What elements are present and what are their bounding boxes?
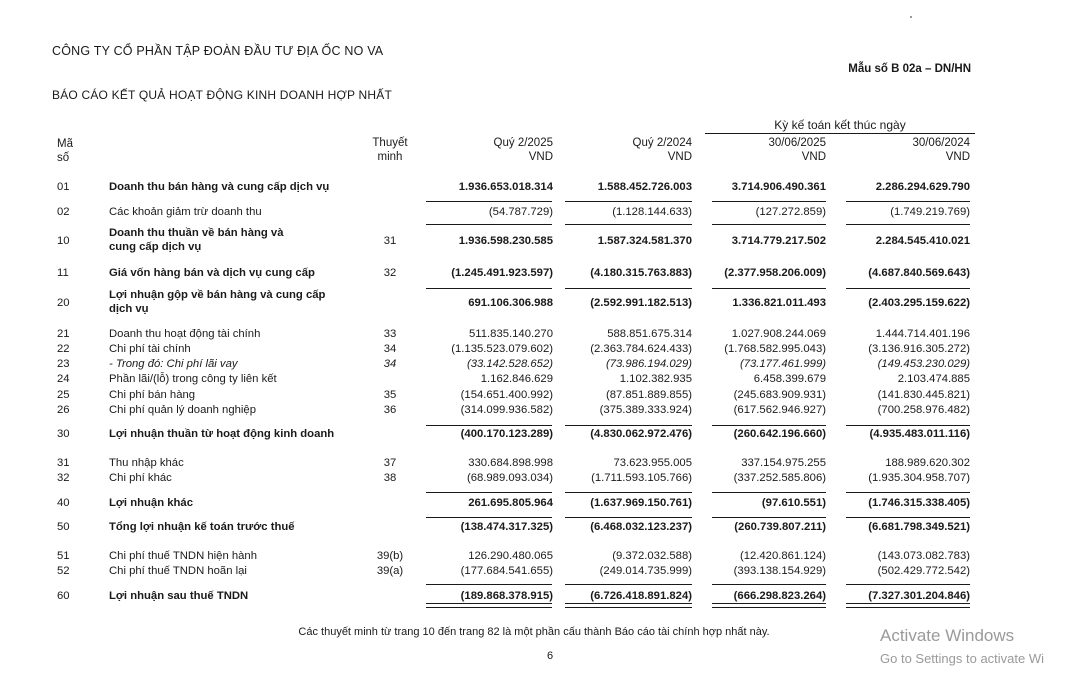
header-q2-2024-label: Quý 2/2024 [632, 137, 692, 149]
rule-r52-c4 [846, 584, 970, 585]
rule-r26-c3 [712, 425, 826, 426]
row-label [109, 456, 364, 470]
row-label-line: Doanh thu bán hàng và cung cấp dịch vụ [109, 181, 330, 193]
row-code: 25 [57, 389, 70, 401]
rule-r02-c1 [426, 201, 552, 202]
row-label [109, 205, 364, 219]
row-value-c1: (154.651.400.992) [460, 389, 553, 401]
row-note: 35 [383, 389, 397, 401]
rule-r32-c2 [565, 492, 692, 493]
double-rule-r60-c2 [565, 603, 692, 608]
row-value-c2: (1.711.593.105.766) [591, 472, 692, 484]
row-value-c1: 511.835.140.270 [469, 328, 553, 340]
row-label-line: Thu nhập khác [109, 457, 184, 469]
row-value-c3: (2.377.958.206.009) [724, 267, 826, 279]
header-ytd-2024 [820, 136, 970, 164]
row-label-line: Lợi nhuận gộp về bán hàng và cung cấp [109, 289, 326, 301]
period-group-rule [705, 133, 975, 134]
header-q2-2025-label: Quý 2/2025 [493, 137, 553, 149]
row-code: 21 [57, 328, 70, 340]
row-value-c2: 588.851.675.314 [607, 328, 692, 340]
row-label-line: Các khoản giảm trừ doanh thu [109, 206, 262, 218]
row-label-line: Chi phí khác [109, 472, 172, 484]
row-label [109, 388, 364, 402]
header-q2-2024-unit: VND [667, 151, 692, 163]
row-label [109, 357, 364, 371]
row-value-c3: (337.252.585.806) [733, 472, 826, 484]
row-value-c4: 2.286.294.629.790 [875, 181, 970, 193]
row-value-c1: (314.099.936.582) [460, 404, 553, 416]
row-label-line: Lợi nhuận thuần từ hoạt động kinh doanh [109, 428, 335, 440]
period-group-header: Kỳ kế toán kết thúc ngày [774, 118, 906, 132]
row-value-c2: (6.468.032.123.237) [590, 521, 692, 533]
rule-r02-c2 [565, 201, 692, 202]
row-value-c1: (138.474.317.325) [460, 521, 553, 533]
row-label-line: Giá vốn hàng bán và dịch vụ cung cấp [109, 267, 315, 279]
row-value-c3: 3.714.906.490.361 [731, 181, 826, 193]
row-code: 22 [57, 343, 70, 355]
row-code: 52 [57, 565, 70, 577]
row-value-c1: 691.106.306.988 [468, 297, 553, 309]
row-code: 50 [57, 521, 70, 533]
header-q2-2024 [542, 136, 692, 164]
row-code: 24 [57, 373, 70, 385]
row-code: 10 [57, 235, 70, 247]
row-note: 38 [383, 472, 397, 484]
row-label-line: Chi phí quản lý doanh nghiệp [109, 404, 256, 416]
page-number: 6 [546, 650, 554, 662]
header-code-line1: Mã [57, 138, 73, 150]
header-q2-2025 [403, 136, 553, 164]
header-ytd-2025-unit: VND [801, 151, 826, 163]
footnote: Các thuyết minh từ trang 10 đến trang 82 là một phần cấu thành Báo cáo tài chính hợp nhất này. [298, 626, 770, 638]
row-value-c1: 1.162.846.629 [480, 373, 553, 385]
row-value-c3: (666.298.823.264) [733, 590, 826, 602]
row-value-c3: 337.154.975.255 [741, 457, 826, 469]
row-value-c3: (97.610.551) [761, 497, 826, 509]
row-value-c4: (502.429.772.542) [877, 565, 970, 577]
row-code: 20 [57, 297, 70, 309]
header-ytd-2025 [676, 136, 826, 164]
rule-r52-c3 [712, 584, 826, 585]
row-value-c4: (1.749.219.769) [890, 206, 970, 218]
double-rule-r60-c3 [712, 603, 826, 608]
row-value-c1: 1.936.653.018.314 [458, 181, 553, 193]
row-note: 36 [383, 404, 397, 416]
header-code [57, 137, 73, 165]
scan-speck [910, 16, 912, 18]
row-value-c4: 2.284.545.410.021 [875, 235, 970, 247]
rule-r40-c4 [846, 517, 970, 518]
row-note: 34 [383, 343, 397, 355]
rule-r40-c3 [712, 517, 826, 518]
row-note: 39(a) [376, 565, 404, 577]
row-value-c4: (2.403.295.159.622) [868, 297, 970, 309]
row-value-c3: (260.739.807.211) [734, 521, 826, 533]
row-label [109, 288, 364, 316]
row-value-c3: (12.420.861.124) [739, 550, 826, 562]
row-code: 02 [57, 206, 70, 218]
row-label [109, 372, 364, 386]
row-value-c2: (4.180.315.763.883) [590, 267, 692, 279]
rule-r11-c3 [712, 288, 826, 289]
row-label-line: Chi phí thuế TNDN hiện hành [109, 550, 257, 562]
row-value-c2: 73.623.955.005 [613, 457, 692, 469]
row-label-line: Lợi nhuận khác [109, 497, 193, 509]
row-code: 11 [57, 267, 69, 279]
rule-r26-c4 [846, 425, 970, 426]
row-value-c1: (33.142.528.652) [466, 358, 553, 370]
row-value-c4: (141.830.445.821) [877, 389, 970, 401]
row-code: 23 [57, 358, 70, 370]
header-code-line2: số [57, 152, 70, 164]
row-label [109, 589, 364, 603]
row-value-c1: (400.170.123.289) [460, 428, 553, 440]
row-code: 60 [57, 590, 70, 602]
row-value-c4: (3.136.916.305.272) [868, 343, 970, 355]
row-label-line: cung cấp dịch vụ [109, 241, 202, 253]
row-value-c4: (7.327.301.204.846) [868, 590, 970, 602]
rule-r40-c1 [426, 517, 552, 518]
row-value-c3: (260.642.196.660) [733, 428, 826, 440]
rule-r10-c1 [426, 224, 552, 225]
rule-r10-c2 [565, 224, 692, 225]
row-value-c3: 1.336.821.011.493 [732, 297, 826, 309]
row-code: 26 [57, 404, 70, 416]
row-value-c2: 1.102.382.935 [619, 373, 692, 385]
row-value-c1: (54.787.729) [488, 206, 553, 218]
row-label-line: Doanh thu thuần về bán hàng và [109, 227, 284, 239]
header-ytd-2024-unit: VND [945, 151, 970, 163]
row-note: 33 [383, 328, 397, 340]
row-label-line: dịch vụ [109, 303, 149, 315]
row-value-c2: (1.128.144.633) [612, 206, 692, 218]
rule-r26-c1 [426, 425, 552, 426]
row-value-c2: (249.014.735.999) [599, 565, 692, 577]
row-value-c4: (4.687.840.569.643) [868, 267, 970, 279]
row-value-c2: (2.363.784.624.433) [590, 343, 692, 355]
row-label-line: Phần lãi/(lỗ) trong công ty liên kết [109, 373, 277, 385]
row-value-c2: (1.637.969.150.761) [590, 497, 692, 509]
header-q2-2025-unit: VND [528, 151, 553, 163]
row-label-line: Doanh thu hoạt động tài chính [109, 328, 261, 340]
row-label [109, 403, 364, 417]
activate-windows-title: Activate Windows [880, 626, 1015, 645]
rule-r32-c3 [712, 492, 826, 493]
row-label [109, 180, 364, 194]
double-rule-r60-c4 [846, 603, 970, 608]
row-value-c4: (6.681.798.349.521) [868, 521, 970, 533]
rule-r32-c1 [426, 492, 552, 493]
row-label [109, 327, 364, 341]
row-value-c3: (617.562.946.927) [733, 404, 826, 416]
row-value-c1: 261.695.805.964 [468, 497, 553, 509]
company-name: CÔNG TY CỔ PHẦN TẬP ĐOÀN ĐẦU TƯ ĐỊA ỐC NO VA [52, 44, 384, 58]
row-value-c3: (73.177.461.999) [739, 358, 826, 370]
row-value-c2: (73.986.194.029) [605, 358, 692, 370]
rule-r02-c4 [846, 201, 970, 202]
row-value-c2: 1.587.324.581.370 [597, 235, 692, 247]
row-note: 39(b) [376, 550, 404, 562]
row-value-c3: (1.768.582.995.043) [724, 343, 826, 355]
row-label-line: Lợi nhuận sau thuế TNDN [109, 590, 249, 602]
row-code: 40 [57, 497, 70, 509]
row-value-c1: (1.245.491.923.597) [451, 267, 553, 279]
row-value-c3: 3.714.779.217.502 [731, 235, 826, 247]
row-value-c4: (1.746.315.338.405) [868, 497, 970, 509]
row-label [109, 342, 364, 356]
row-label [109, 266, 364, 280]
row-label-line: Chi phí bán hàng [109, 389, 196, 401]
row-note: 31 [383, 235, 397, 247]
row-value-c2: (375.389.333.924) [599, 404, 692, 416]
row-value-c2: (9.372.032.588) [612, 550, 692, 562]
row-label [109, 427, 364, 441]
row-value-c4: (4.935.483.011.116) [869, 428, 970, 440]
rule-r11-c2 [565, 288, 692, 289]
row-value-c3: 1.027.908.244.069 [731, 328, 826, 340]
row-value-c2: (87.851.889.855) [605, 389, 692, 401]
row-code: 31 [57, 457, 70, 469]
row-label [109, 226, 364, 254]
row-value-c1: 126.290.480.065 [468, 550, 553, 562]
header-note-line1: Thuyết [372, 137, 408, 149]
row-label [109, 549, 364, 563]
header-ytd-2025-label: 30/06/2025 [768, 137, 826, 149]
rule-r40-c2 [565, 517, 692, 518]
row-value-c4: 188.989.620.302 [885, 457, 970, 469]
row-label [109, 564, 364, 578]
row-value-c2: 1.588.452.726.003 [597, 181, 692, 193]
row-value-c4: (149.453.230.029) [877, 358, 970, 370]
row-code: 51 [57, 550, 70, 562]
row-value-c4: 1.444.714.401.196 [875, 328, 970, 340]
row-label [109, 520, 364, 534]
row-code: 32 [57, 472, 70, 484]
row-note: 37 [383, 457, 397, 469]
row-value-c4: 2.103.474.885 [897, 373, 970, 385]
row-value-c1: (68.989.093.034) [466, 472, 553, 484]
row-value-c2: (2.592.991.182.513) [590, 297, 692, 309]
row-value-c2: (4.830.062.972.476) [590, 428, 692, 440]
rule-r52-c2 [565, 584, 692, 585]
rule-r11-c4 [846, 288, 970, 289]
row-value-c3: 6.458.399.679 [753, 373, 826, 385]
row-code: 30 [57, 428, 70, 440]
double-rule-r60-c1 [426, 603, 552, 608]
row-value-c3: (127.272.859) [755, 206, 826, 218]
header-ytd-2024-label: 30/06/2024 [912, 137, 970, 149]
row-value-c4: (700.258.976.482) [877, 404, 970, 416]
row-value-c1: (1.135.523.079.602) [451, 343, 553, 355]
row-value-c1: (189.868.378.915) [460, 590, 553, 602]
rule-r32-c4 [846, 492, 970, 493]
row-value-c3: (393.138.154.929) [733, 565, 826, 577]
row-value-c1: 330.684.898.998 [468, 457, 553, 469]
rule-r52-c1 [426, 584, 552, 585]
row-label-line: Chi phí tài chính [109, 343, 191, 355]
row-label-line: - Trong đó: Chi phí lãi vay [109, 358, 238, 370]
rule-r10-c3 [712, 224, 826, 225]
row-note: 32 [383, 267, 397, 279]
rule-r10-c4 [846, 224, 970, 225]
row-value-c2: (6.726.418.891.824) [590, 590, 692, 602]
rule-r26-c2 [565, 425, 692, 426]
row-value-c4: (1.935.304.958.707) [868, 472, 970, 484]
report-title: BÁO CÁO KẾT QUẢ HOẠT ĐỘNG KINH DOANH HỢP NHẤT [52, 88, 393, 102]
row-label-line: Chi phí thuế TNDN hoãn lại [109, 565, 247, 577]
row-note: 34 [383, 358, 397, 370]
rule-r11-c1 [426, 288, 552, 289]
activate-windows-subtitle: Go to Settings to activate Wi [880, 651, 1045, 666]
row-code: 01 [57, 181, 70, 193]
row-label [109, 496, 364, 510]
form-number: Mẫu số B 02a – DN/HN [848, 63, 971, 75]
row-label [109, 471, 364, 485]
row-label-line: Tổng lợi nhuận kế toán trước thuế [109, 521, 295, 533]
header-note-line2: minh [377, 151, 403, 163]
row-value-c1: 1.936.598.230.585 [458, 235, 553, 247]
row-value-c3: (245.683.909.931) [733, 389, 826, 401]
rule-r02-c3 [712, 201, 826, 202]
row-value-c1: (177.684.541.655) [460, 565, 553, 577]
row-value-c4: (143.073.082.783) [877, 550, 970, 562]
